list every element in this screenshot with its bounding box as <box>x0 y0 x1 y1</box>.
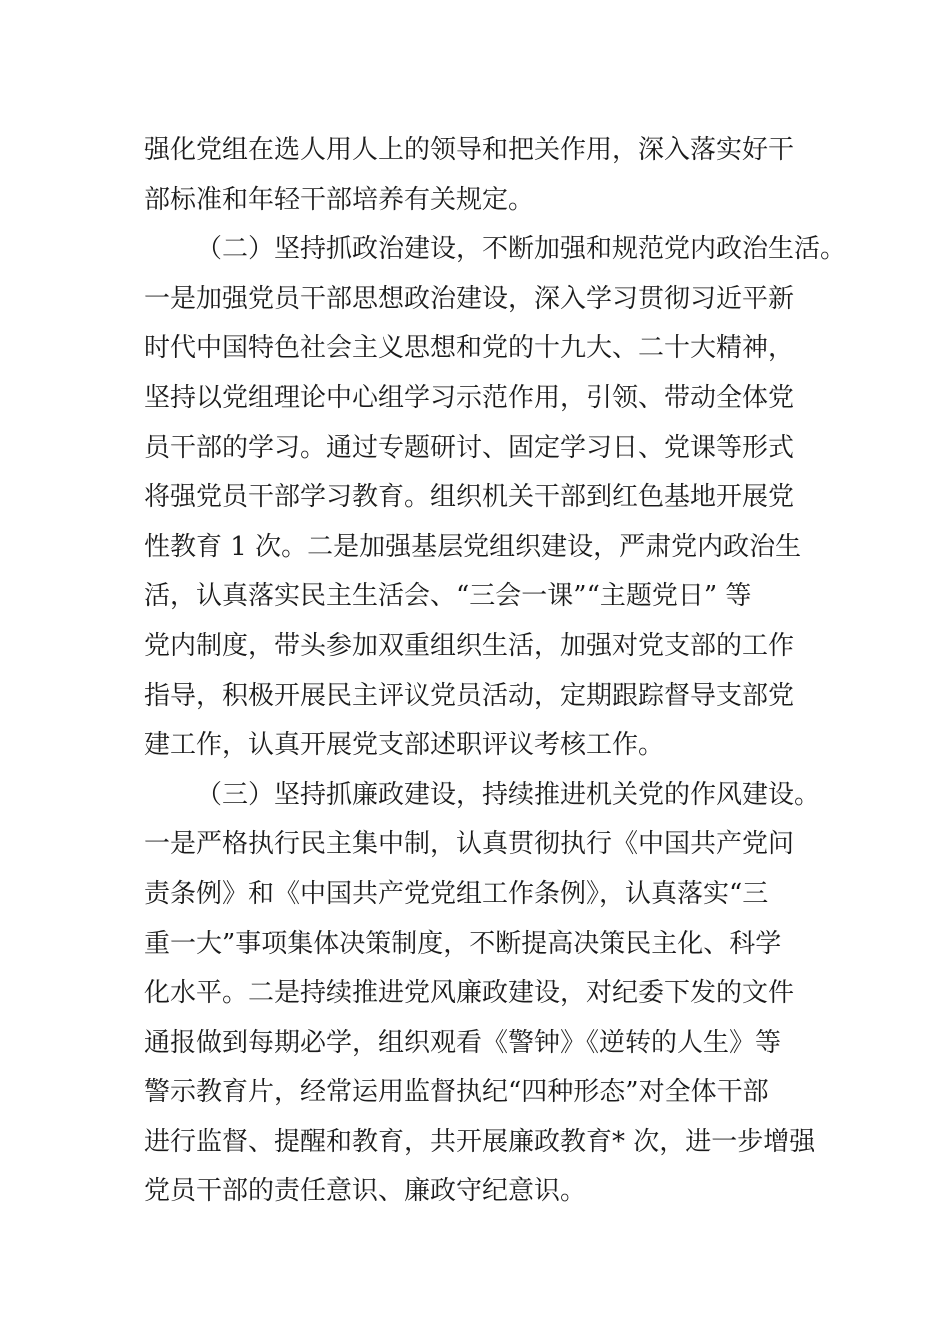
text-line-17: 重一大”事项集体决策制度，不断提高决策民主化、科学 <box>144 928 782 959</box>
text-line-20: 警示教育片，经常运用监督执纪“四种形态”对全体干部 <box>144 1077 769 1108</box>
text-line-16: 责条例》和《中国共产党党组工作条例》，认真落实“三 <box>144 878 769 909</box>
text-line-22: 党员干部的责任意识、廉政守纪意识。 <box>144 1176 587 1207</box>
text-line-5: 时代中国特色社会主义思想和党的十九大、二十大精神， <box>144 333 795 364</box>
text-line-12: 指导，积极开展民主评议党员活动，定期跟踪督导支部党 <box>144 680 795 711</box>
document-body <box>144 126 847 1217</box>
text-line-7: 员干部的学习。通过专题研讨、固定学习日、党课等形式 <box>144 432 795 463</box>
text-line-15: 一是严格执行民主集中制，认真贯彻执行《中国共产党问 <box>144 829 795 860</box>
text-line-2: 部标准和年轻干部培养有关规定。 <box>144 184 535 215</box>
text-line-9: 性教育 1 次。二是加强基层党组织建设，严肃党内政治生 <box>144 531 802 562</box>
text-line-19: 通报做到每期必学，组织观看《警钟》《逆转的人生》等 <box>144 1027 782 1058</box>
text-line-4: 一是加强党员干部思想政治建设，深入学习贯彻习近平新 <box>144 283 795 314</box>
text-line-13: 建工作，认真开展党支部述职评议考核工作。 <box>144 730 665 761</box>
text-line-6: 坚持以党组理论中心组学习示范作用，引领、带动全体党 <box>144 382 795 413</box>
text-line-8: 将强党员干部学习教育。组织机关干部到红色基地开展党 <box>144 482 795 513</box>
section-heading-3: （三）坚持抓廉政建设，持续推进机关党的作风建设。 <box>196 779 821 810</box>
text-line-18: 化水平。二是持续推进党风廉政建设，对纪委下发的文件 <box>144 978 795 1009</box>
text-line-11: 党内制度，带头参加双重组织生活，加强对党支部的工作 <box>144 630 795 661</box>
section-heading-2: （二）坚持抓政治建设，不断加强和规范党内政治生活。 <box>196 234 847 265</box>
text-line-1: 强化党组在选人用人上的领导和把关作用，深入落实好干 <box>144 135 795 165</box>
text-line-10: 活，认真落实民主生活会、“三会一课”“主题党日” 等 <box>144 581 752 612</box>
text-line-21: 进行监督、提醒和教育，共开展廉政教育* 次，进一步增强 <box>144 1126 816 1157</box>
